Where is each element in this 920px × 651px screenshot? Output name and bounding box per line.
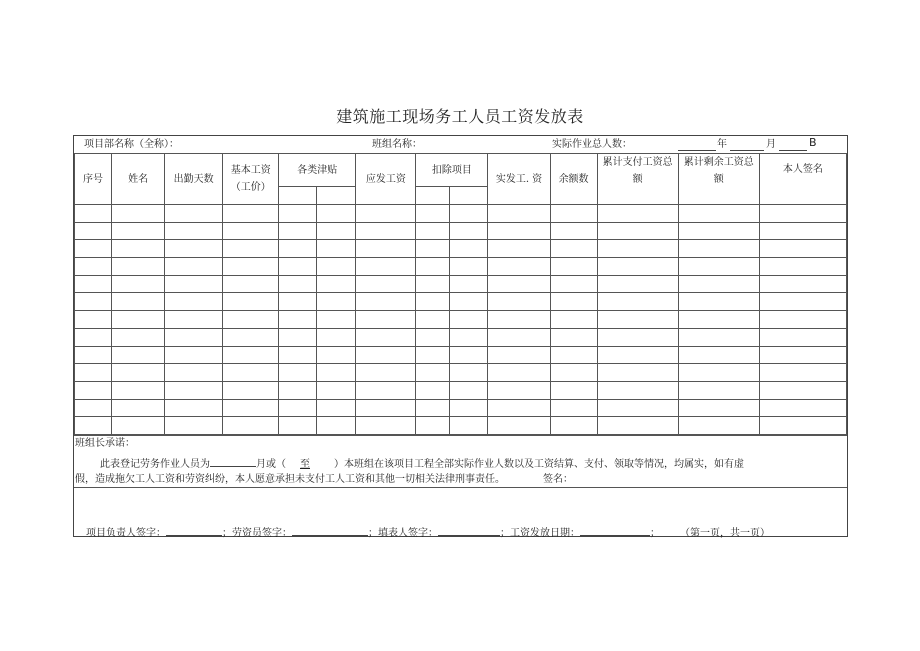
table-cell[interactable] [759,364,846,382]
table-cell[interactable] [416,275,450,293]
header-deduction: 扣除项目 [416,154,488,187]
month-label: 月 [766,139,776,150]
table-row [75,399,847,417]
table-cell[interactable] [223,293,279,311]
deduction-sub-2 [450,187,488,205]
table-cell[interactable] [488,240,550,258]
table-row [75,240,847,258]
table-cell[interactable] [112,240,165,258]
table-cell[interactable] [597,293,678,311]
table-cell[interactable] [597,275,678,293]
table-cell[interactable] [112,328,165,346]
table-cell[interactable] [678,381,759,399]
table-cell[interactable] [678,328,759,346]
table-cell[interactable] [488,364,550,382]
table-cell[interactable] [450,311,488,329]
header-signature: 本人签名 [759,154,846,205]
table-cell[interactable] [356,417,416,435]
table-row [75,293,847,311]
header-base-wage [223,154,279,205]
table-cell[interactable] [416,328,450,346]
table-cell[interactable] [317,381,356,399]
table-row [75,275,847,293]
header-cum-paid-line1: 累计支付工资总 [602,157,673,168]
commitment-text-a: 此表登记劳务作业人员为 [100,459,210,470]
table-cell[interactable] [356,346,416,364]
table-cell[interactable] [317,311,356,329]
table-cell[interactable] [75,311,112,329]
table-cell[interactable] [597,381,678,399]
table-cell[interactable] [450,275,488,293]
table-cell[interactable] [356,381,416,399]
table-cell[interactable] [279,205,317,223]
table-cell[interactable] [75,258,112,276]
table-cell[interactable] [75,240,112,258]
table-cell[interactable] [488,417,550,435]
day-blank[interactable] [779,140,807,151]
table-cell[interactable] [112,275,165,293]
table-row [75,381,847,399]
table-cell[interactable] [112,222,165,240]
table-cell[interactable] [597,222,678,240]
table-cell[interactable] [165,275,223,293]
table-body [75,205,847,435]
table-cell[interactable] [550,399,597,417]
table-cell[interactable] [550,346,597,364]
table-cell[interactable] [223,240,279,258]
table-cell[interactable] [416,311,450,329]
table-cell[interactable] [279,311,317,329]
table-cell[interactable] [759,346,846,364]
table-row [75,364,847,382]
table-cell[interactable] [759,399,846,417]
table-cell[interactable] [597,417,678,435]
table-cell[interactable] [223,311,279,329]
header-row [75,154,847,187]
table-cell[interactable] [279,222,317,240]
table-cell[interactable] [165,381,223,399]
table-cell[interactable] [488,293,550,311]
table-cell[interactable] [597,311,678,329]
table-cell[interactable] [165,346,223,364]
table-cell[interactable] [450,240,488,258]
table-cell[interactable] [112,293,165,311]
page-indicator: （第一页，共一页） [680,528,770,539]
table-cell[interactable] [317,293,356,311]
leader-sign-label: 签名： [543,474,573,485]
table-cell[interactable] [416,399,450,417]
table-cell[interactable] [317,240,356,258]
table-cell[interactable] [488,346,550,364]
header-cum-remaining [678,154,759,205]
table-cell[interactable] [450,417,488,435]
table-cell[interactable] [165,293,223,311]
table-row [75,346,847,364]
filler-sign-blank[interactable] [438,525,500,536]
table-cell[interactable] [488,381,550,399]
table-cell[interactable] [75,205,112,223]
table-cell[interactable] [416,258,450,276]
table-cell[interactable] [317,205,356,223]
table-cell[interactable] [279,381,317,399]
table-cell[interactable] [450,222,488,240]
table-cell[interactable] [550,311,597,329]
table-cell[interactable] [75,417,112,435]
table-cell[interactable] [112,364,165,382]
header-base-wage-line1: 基本工资 [230,165,271,176]
table-cell[interactable] [112,399,165,417]
header-cum-remaining-line2: 额 [713,174,724,185]
table-cell[interactable] [550,293,597,311]
table-cell[interactable] [450,328,488,346]
table-cell[interactable] [450,399,488,417]
table-cell[interactable] [317,328,356,346]
table-cell[interactable] [165,205,223,223]
table-cell[interactable] [165,258,223,276]
commitment-text-b: 月或（ [256,459,286,470]
table-cell[interactable] [223,381,279,399]
labor-sign-label: ；劳资员签字： [222,528,292,539]
table-cell[interactable] [279,240,317,258]
table-cell[interactable] [356,222,416,240]
leader-commitment-line2 [75,474,573,486]
table-cell[interactable] [488,258,550,276]
table-cell[interactable] [279,417,317,435]
header-seq: 序号 [75,154,112,205]
table-cell[interactable] [223,399,279,417]
table-cell[interactable] [356,399,416,417]
table-row [75,328,847,346]
table-cell[interactable] [356,275,416,293]
table-cell[interactable] [112,381,165,399]
table-cell[interactable] [223,346,279,364]
table-cell[interactable] [550,328,597,346]
table-cell[interactable] [356,293,416,311]
table-cell[interactable] [165,328,223,346]
day-label: B [809,136,817,149]
table-cell[interactable] [317,275,356,293]
table-cell[interactable] [165,417,223,435]
table-cell[interactable] [165,399,223,417]
table-cell[interactable] [678,364,759,382]
header-balance: 余额数 [550,154,597,205]
labor-sign-blank[interactable] [292,525,368,536]
table-cell[interactable] [75,381,112,399]
footer-signatures [86,525,770,540]
table-cell[interactable] [759,328,846,346]
table-cell[interactable] [356,205,416,223]
footer-end-separator: ； [650,528,660,539]
table-cell[interactable] [165,311,223,329]
table-cell[interactable] [165,240,223,258]
header-cum-remaining-line1: 累计剩余工资总 [683,157,754,168]
table-cell[interactable] [279,328,317,346]
table-cell[interactable] [759,240,846,258]
manager-sign-label: 项目负责人签字： [86,528,166,539]
table-cell[interactable] [550,205,597,223]
table-cell[interactable] [450,346,488,364]
table-cell[interactable] [75,293,112,311]
table-cell[interactable] [759,222,846,240]
header-cum-paid-line2: 额 [632,174,643,185]
table-cell[interactable] [597,399,678,417]
table-cell[interactable] [678,275,759,293]
table-cell[interactable] [416,381,450,399]
pay-date-blank[interactable] [580,525,650,536]
year-label: 年 [717,139,727,150]
table-cell[interactable] [678,399,759,417]
section-divider [74,435,847,436]
table-cell[interactable] [759,275,846,293]
header-allowance: 各类津贴 [279,154,356,187]
table-cell[interactable] [759,293,846,311]
table-cell[interactable] [450,293,488,311]
table-cell[interactable] [317,346,356,364]
leader-commitment-title: 班组长承诺： [75,438,135,449]
table-cell[interactable] [317,417,356,435]
pay-date-label: ；工资发放日期： [500,528,580,539]
table-row [75,205,847,223]
table-cell[interactable] [678,240,759,258]
table-cell[interactable] [75,275,112,293]
table-cell[interactable] [279,258,317,276]
table-cell[interactable] [112,205,165,223]
table-cell[interactable] [450,381,488,399]
table-cell[interactable] [759,258,846,276]
table-cell[interactable] [416,417,450,435]
table-cell[interactable] [279,364,317,382]
table-cell[interactable] [356,258,416,276]
allowance-sub-1 [279,187,317,205]
table-cell[interactable] [356,328,416,346]
table-cell[interactable] [223,258,279,276]
table-cell[interactable] [416,222,450,240]
table-cell[interactable] [759,205,846,223]
month-blank[interactable] [730,140,764,151]
table-cell[interactable] [112,417,165,435]
table-cell[interactable] [279,293,317,311]
table-cell[interactable] [678,258,759,276]
table-cell[interactable] [678,311,759,329]
form-title: 建筑施工现场务工人员工资发放表 [336,107,584,126]
header-name: 姓名 [112,154,165,205]
wage-form [73,135,848,537]
table-cell[interactable] [112,311,165,329]
table-cell[interactable] [488,328,550,346]
table-cell[interactable] [356,311,416,329]
table-cell[interactable] [223,205,279,223]
table-cell[interactable] [75,346,112,364]
table-cell[interactable] [356,240,416,258]
table-cell[interactable] [112,258,165,276]
table-cell[interactable] [450,364,488,382]
table-cell[interactable] [223,328,279,346]
table-cell[interactable] [759,417,846,435]
table-cell[interactable] [759,381,846,399]
table-cell[interactable] [450,258,488,276]
table-cell[interactable] [678,417,759,435]
table-cell[interactable] [416,240,450,258]
commitment-to: 至 [300,459,310,470]
table-cell[interactable] [550,381,597,399]
commitment-text-c: ）本班组在该项目工程全部实际作业人数以及工资结算、支付、领取等情况，均属实，如有虚 [334,459,744,470]
months-blank[interactable] [210,456,256,467]
table-cell[interactable] [550,222,597,240]
table-cell[interactable] [416,205,450,223]
commitment-text-2: 假，造成拖欠工人工资和劳资纠纷，本人愿意承担未支付工人工资和其他一切相关法律刑事责任。 [75,474,505,485]
table-row [75,222,847,240]
manager-sign-blank[interactable] [166,525,222,536]
table-cell[interactable] [678,346,759,364]
table-cell[interactable] [223,275,279,293]
total-workers-label: 实际作业总人数： [552,139,632,150]
table-cell[interactable] [75,399,112,417]
table-cell[interactable] [223,364,279,382]
table-cell[interactable] [317,399,356,417]
filler-sign-label: ；填表人签字： [368,528,438,539]
table-cell[interactable] [75,328,112,346]
table-cell[interactable] [759,311,846,329]
allowance-sub-2 [317,187,356,205]
team-name-label: 班组名称： [372,139,422,150]
section-divider-2 [74,487,847,488]
table-row [75,417,847,435]
table-cell[interactable] [550,364,597,382]
project-name-label: 项目部名称（全称）： [84,139,179,150]
table-cell[interactable] [597,205,678,223]
table-cell[interactable] [317,222,356,240]
table-cell[interactable] [678,205,759,223]
table-cell[interactable] [223,417,279,435]
table-cell[interactable] [597,240,678,258]
table-cell[interactable] [75,222,112,240]
table-cell[interactable] [488,275,550,293]
table-cell[interactable] [416,364,450,382]
table-cell[interactable] [488,205,550,223]
table-cell[interactable] [488,311,550,329]
table-cell[interactable] [165,364,223,382]
table-cell[interactable] [75,364,112,382]
table-cell[interactable] [416,346,450,364]
leader-commitment-line1 [100,456,744,471]
year-blank[interactable] [678,140,716,151]
table-cell[interactable] [112,346,165,364]
table-cell[interactable] [550,275,597,293]
table-cell[interactable] [597,258,678,276]
table-cell[interactable] [223,222,279,240]
table-cell[interactable] [488,222,550,240]
table-cell[interactable] [597,328,678,346]
header-cum-paid [597,154,678,205]
table-cell[interactable] [450,205,488,223]
table-cell[interactable] [488,399,550,417]
header-payable: 应发工资 [356,154,416,205]
table-cell[interactable] [279,346,317,364]
table-cell[interactable] [356,364,416,382]
table-cell[interactable] [317,364,356,382]
table-row [75,311,847,329]
table-cell[interactable] [597,346,678,364]
table-cell[interactable] [597,364,678,382]
table-cell[interactable] [416,293,450,311]
table-cell[interactable] [279,275,317,293]
table-cell[interactable] [678,222,759,240]
table-row [75,258,847,276]
table-cell[interactable] [317,258,356,276]
table-cell[interactable] [550,258,597,276]
wage-table [74,153,847,435]
deduction-sub-1 [416,187,450,205]
header-actual: 实发工. 资 [488,154,550,205]
table-cell[interactable] [678,293,759,311]
table-cell[interactable] [165,222,223,240]
header-base-wage-line2: （工价） [230,182,271,193]
table-cell[interactable] [550,417,597,435]
table-cell[interactable] [550,240,597,258]
table-cell[interactable] [279,399,317,417]
header-days: 出勤天数 [165,154,223,205]
